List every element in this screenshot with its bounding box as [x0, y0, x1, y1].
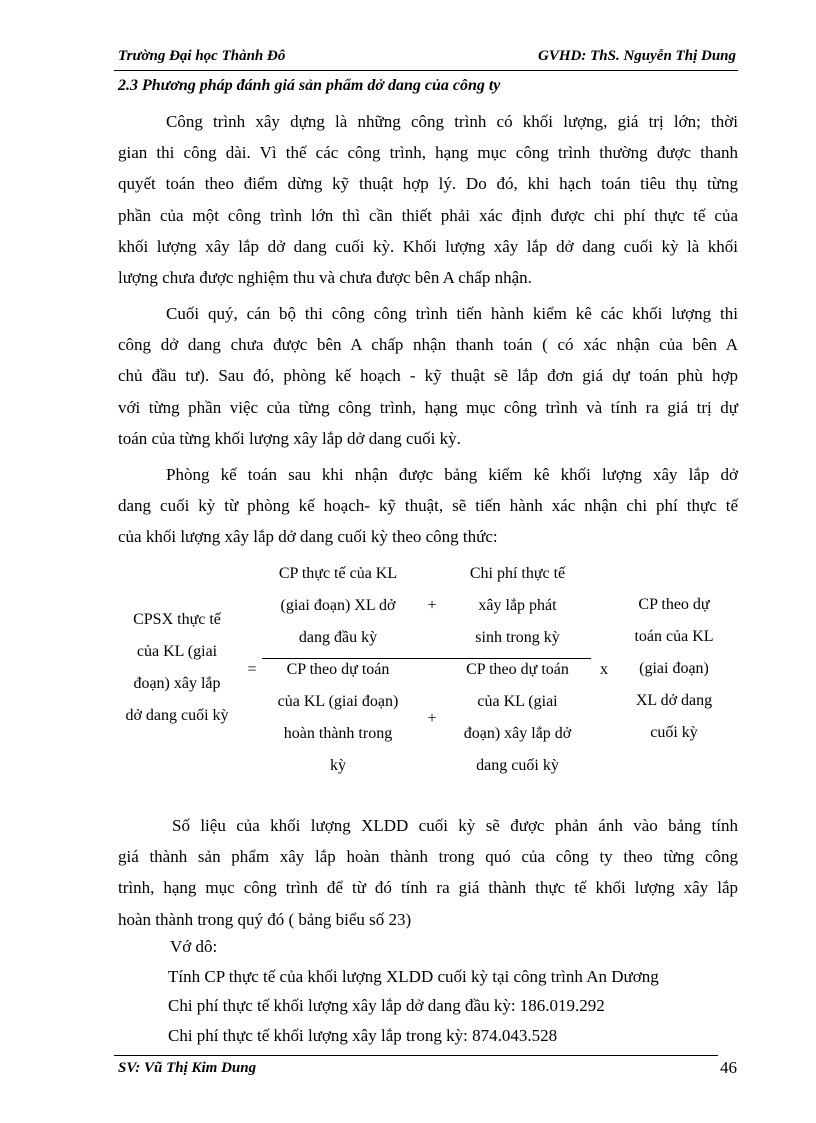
paragraph-3 [118, 459, 738, 553]
text-line: trình, hạng mục công trình để từ đó tính ra giá thành thực tế khối lượng xây lắp [118, 878, 738, 898]
equals-sign: = [247, 661, 257, 678]
denominator-term-a: CP theo dự toán của KL (giai đoạn) hoàn thành trong kỳ [277, 661, 399, 774]
header-advisor: GVHD: ThS. Nguyễn Thị Dung [538, 48, 736, 64]
paragraph-2 [118, 298, 738, 454]
footer-divider [114, 1055, 718, 1056]
text-line: Công trình xây dựng là những công trình có khối lượng, giá trị lớn; thời [166, 112, 738, 131]
example-line-3: Chi phí thực tế khối lượng xây lắp trong kỳ: 874.043.528 [168, 1026, 558, 1045]
text-line: chủ đầu tư). Sau đó, phòng kế hoạch - kỹ thuật sẽ lắp đơn giá dự toán phù hợp [118, 366, 738, 386]
text-line: Cuối quý, cán bộ thi công công trình tiến hành kiểm kê các khối lượng thi [166, 304, 738, 323]
text-line: khối lượng xây lắp dở dang cuối kỳ. Khối lượng xây lắp dở dang cuối kỳ là khối [118, 236, 738, 256]
footer-student: SV: Vũ Thị Kim Dung [118, 1060, 257, 1076]
header-school: Trường Đại học Thành Đô [118, 48, 286, 64]
denominator-term-b: CP theo dự toán của KL (giai đoạn) xây lắp dở dang cuối kỳ [463, 661, 572, 774]
text-line: hoàn thành trong quý đó ( bảng biểu số 23) [118, 909, 412, 929]
formula-lhs: CPSX thực tế của KL (giai đoạn) xây lắp dở dang cuối kỳ [125, 611, 229, 724]
text-line: của khối lượng xây lắp dở dang cuối kỳ theo công thức: [118, 527, 498, 547]
text-line: gian thi công dài. Vì thế các công trình, hạng mục công trình thường được thanh [118, 143, 738, 163]
text-line: lượng chưa được nghiệm thu và chưa được bên A chấp nhận. [118, 268, 532, 288]
paragraph-4 [118, 810, 738, 935]
text-line: công dở dang chưa được bên A chấp nhận thanh toán ( có xác nhận của bên A [118, 335, 738, 355]
text-line: phần của một công trình lớn thì cần thiết phải xác định được chi phí thực tế của [118, 205, 738, 225]
example-line-2: Chi phí thực tế khối lượng xây lắp dở dang đầu kỳ: 186.019.292 [168, 996, 605, 1015]
page-number: 46 [720, 1058, 737, 1077]
text-line: dang cuối kỳ từ phòng kế hoạch- kỹ thuật, sẽ tiến hành xác nhận chi phí thực tế [118, 496, 738, 516]
text-line: Phòng kế toán sau khi nhận được bảng kiểm kê khối lượng xây lắp dở [166, 465, 738, 484]
text-line: toán của từng khối lượng xây lắp dở dang cuối kỳ. [118, 428, 461, 448]
example-label: Vớ dô: [170, 937, 218, 956]
multiply-sign: x [600, 661, 608, 678]
text-line: quyết toán theo điểm dừng kỹ thuật hợp lý. Do đó, khi hạch toán tiêu thụ từng [118, 174, 738, 194]
section-title: 2.3 Phương pháp đánh giá sản phẩm dở dang của công ty [118, 77, 501, 94]
text-line: Số liệu của khối lượng XLDD cuối kỳ sẽ được phản ánh vào bảng tính [172, 816, 738, 835]
header-divider [114, 70, 738, 71]
formula-rhs: CP theo dự toán của KL (giai đoạn) XL dở dang cuối kỳ [634, 596, 714, 741]
example-line-1: Tính CP thực tế của khối lượng XLDD cuối kỳ tại công trình An Dương [168, 967, 659, 986]
paragraph-1 [118, 106, 738, 293]
numerator-term-a: CP thực tế của KL (giai đoạn) XL dở dang đầu kỳ [278, 565, 398, 646]
numerator-term-b: Chi phí thực tế xây lắp phát sinh trong kỳ [469, 565, 566, 646]
numerator-plus-sign: + [427, 597, 437, 614]
text-line: giá thành sản phẩm xây lắp hoàn thành trong quó của công ty theo từng công [118, 847, 738, 867]
text-line: với từng phần việc của từng công trình, hạng mục công trình và tính ra giá trị dự [118, 397, 738, 417]
denominator-plus-sign: + [427, 710, 437, 727]
